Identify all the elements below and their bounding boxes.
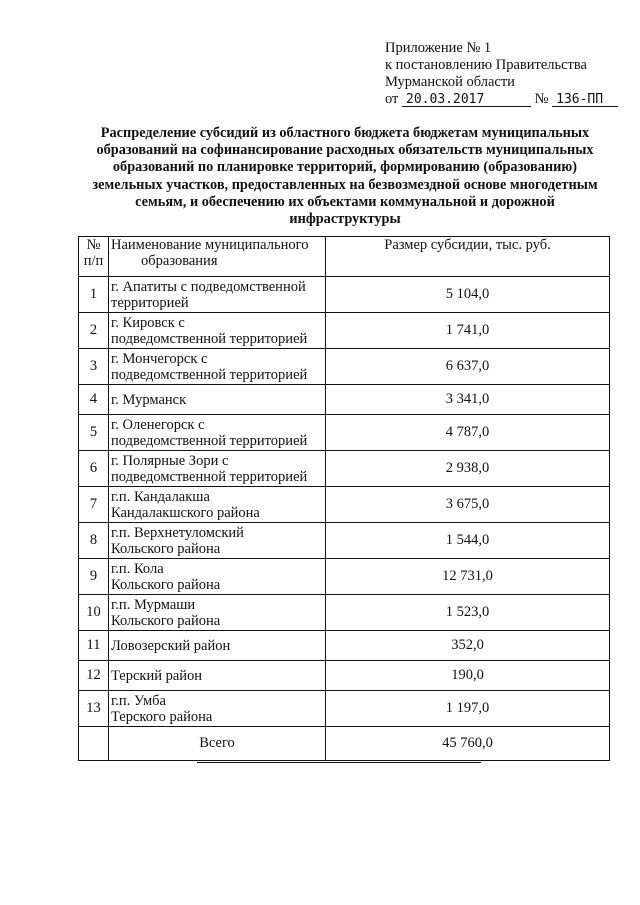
row-name-line-1: г. Мурманск [111, 391, 187, 408]
header-name-line-1: Наименование муниципального [111, 237, 309, 253]
row-name-line-1: г. Оленегорск с [111, 416, 205, 433]
row-name [109, 631, 326, 661]
table-row [79, 631, 610, 661]
table-row [79, 349, 610, 385]
row-name-line-2: подведомственной территорией [111, 468, 308, 485]
document-title: Распределение субсидий из областного бюджета бюджетам муниципальных образований на софинансирование расходных обязательств муниципальных образований по планировке территорий, формированию (образованию) земельных участков, предоставленных на безвозмездной основе многодетным семьям, и обеспечению их объектами коммунальной и дорожной инфраструктуры [92, 125, 598, 228]
table-row [79, 559, 610, 595]
row-name-line-1: г.п. Верхнетуломский [111, 524, 244, 541]
row-name-line-1: г.п. Умба [111, 692, 166, 709]
row-name-line-1: г. Апатиты с подведомственной [111, 278, 306, 295]
row-name [109, 349, 326, 385]
row-name-line-1: Терский район [111, 667, 203, 684]
row-number: 12 [79, 661, 109, 691]
table-row [79, 691, 610, 727]
row-number: 4 [79, 385, 109, 415]
table-total-row [79, 727, 610, 761]
row-number: 3 [79, 349, 109, 385]
row-name-line-2: Кандалакшского района [111, 504, 260, 521]
total-number-cell [79, 727, 109, 761]
row-number: 1 [79, 277, 109, 313]
row-number: 2 [79, 313, 109, 349]
resolution-date: 20.03.2017 [402, 93, 531, 107]
appendix-line-3: Мурманской области [385, 74, 515, 90]
row-amount: 190,0 [326, 661, 610, 691]
closing-rule [197, 762, 481, 763]
row-amount: 4 787,0 [326, 415, 610, 451]
total-label: Всего [109, 727, 326, 761]
number-prefix: № [534, 91, 549, 107]
row-name [109, 277, 326, 313]
table-row [79, 451, 610, 487]
row-name [109, 595, 326, 631]
row-name-line-1: г. Полярные Зори с [111, 452, 229, 469]
date-prefix: от [385, 91, 399, 107]
header-name [109, 237, 326, 277]
header-number-line-1: № [86, 237, 101, 253]
row-amount: 1 523,0 [326, 595, 610, 631]
row-number: 13 [79, 691, 109, 727]
resolution-number: 136-ПП [552, 93, 618, 107]
row-number: 9 [79, 559, 109, 595]
row-amount: 2 938,0 [326, 451, 610, 487]
header-number [79, 237, 109, 277]
row-amount: 1 197,0 [326, 691, 610, 727]
row-name [109, 523, 326, 559]
total-amount: 45 760,0 [326, 727, 610, 761]
row-name [109, 487, 326, 523]
row-name [109, 451, 326, 487]
table-header-row [79, 237, 610, 277]
row-amount: 3 341,0 [326, 385, 610, 415]
row-amount: 6 637,0 [326, 349, 610, 385]
row-name [109, 691, 326, 727]
header-name-line-2: образования [141, 253, 218, 269]
row-name [109, 313, 326, 349]
row-amount: 1 741,0 [326, 313, 610, 349]
appendix-date-line [385, 91, 625, 108]
row-name-line-2: территорией [111, 294, 189, 311]
row-amount: 1 544,0 [326, 523, 610, 559]
row-number: 7 [79, 487, 109, 523]
row-number: 6 [79, 451, 109, 487]
row-amount: 12 731,0 [326, 559, 610, 595]
subsidy-table [78, 236, 610, 761]
table-row [79, 313, 610, 349]
row-name-line-2: Кольского района [111, 576, 221, 593]
header-amount: Размер субсидии, тыс. руб. [326, 237, 610, 277]
row-name-line-2: Кольского района [111, 612, 221, 629]
row-number: 8 [79, 523, 109, 559]
header-number-line-2: п/п [83, 253, 104, 269]
table-row [79, 277, 610, 313]
appendix-line-1: Приложение № 1 [385, 40, 492, 56]
row-name [109, 661, 326, 691]
table-row [79, 595, 610, 631]
row-name-line-1: Ловозерский район [111, 637, 231, 654]
row-number: 10 [79, 595, 109, 631]
row-number: 11 [79, 631, 109, 661]
row-name [109, 415, 326, 451]
row-amount: 5 104,0 [326, 277, 610, 313]
row-name-line-2: подведомственной территорией [111, 432, 308, 449]
table-row [79, 415, 610, 451]
row-name-line-1: г.п. Кола [111, 560, 164, 577]
row-name-line-2: подведомственной территорией [111, 366, 308, 383]
row-name-line-1: г. Мончегорск с [111, 350, 208, 367]
appendix-line-2: к постановлению Правительства [385, 57, 587, 73]
table-row [79, 385, 610, 415]
row-name [109, 385, 326, 415]
table-row [79, 523, 610, 559]
appendix-block [385, 40, 625, 108]
row-name-line-1: г. Кировск с [111, 314, 185, 331]
row-amount: 3 675,0 [326, 487, 610, 523]
row-name [109, 559, 326, 595]
row-name-line-2: Терского района [111, 708, 213, 725]
row-name-line-2: Кольского района [111, 540, 221, 557]
row-name-line-1: г.п. Кандалакша [111, 488, 210, 505]
table-row [79, 487, 610, 523]
row-amount: 352,0 [326, 631, 610, 661]
row-name-line-2: подведомственной территорией [111, 330, 308, 347]
row-number: 5 [79, 415, 109, 451]
row-name-line-1: г.п. Мурмаши [111, 596, 196, 613]
table-row [79, 661, 610, 691]
